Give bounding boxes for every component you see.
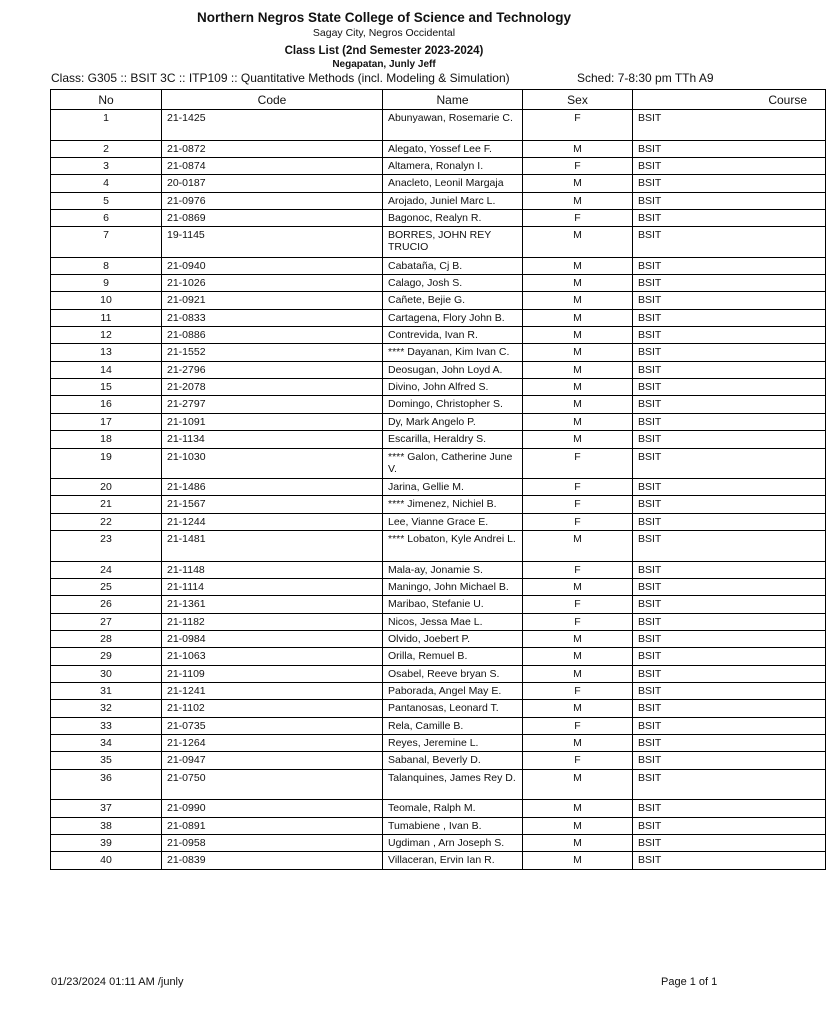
cell-sex: M (523, 630, 633, 647)
institution-name: Northern Negros State College of Science and Technology (196, 10, 572, 25)
cell-course: BSIT (633, 700, 826, 717)
cell-sex: M (523, 700, 633, 717)
cell-name: Villaceran, Ervin Ian R. (383, 852, 523, 869)
cell-code: 21-0874 (162, 157, 383, 174)
cell-sex: F (523, 613, 633, 630)
cell-no: 33 (51, 717, 162, 734)
table-row (51, 596, 826, 613)
cell-course: BSIT (633, 613, 826, 630)
cell-course: BSIT (633, 396, 826, 413)
column-header-sex: Sex (523, 90, 633, 110)
cell-course: BSIT (633, 309, 826, 326)
cell-sex: M (523, 327, 633, 344)
table-row (51, 140, 826, 157)
cell-no: 24 (51, 561, 162, 578)
cell-code: 21-1091 (162, 413, 383, 430)
table-row (51, 344, 826, 361)
column-header-name: Name (383, 90, 523, 110)
cell-sex: M (523, 834, 633, 851)
cell-course: BSIT (633, 578, 826, 595)
cell-sex: M (523, 257, 633, 274)
table-row (51, 275, 826, 292)
cell-no: 11 (51, 309, 162, 326)
document-title: Class List (2nd Semester 2023-2024) (284, 45, 484, 57)
cell-sex: M (523, 734, 633, 751)
cell-code: 21-0947 (162, 752, 383, 769)
cell-name: **** Lobaton, Kyle Andrei L. (383, 531, 523, 562)
cell-course: BSIT (633, 630, 826, 647)
cell-no: 12 (51, 327, 162, 344)
cell-sex: F (523, 448, 633, 479)
cell-name: **** Dayanan, Kim Ivan C. (383, 344, 523, 361)
cell-no: 4 (51, 175, 162, 192)
cell-name: Ugdiman , Arn Joseph S. (383, 834, 523, 851)
cell-course: BSIT (633, 257, 826, 274)
print-timestamp: 01/23/2024 01:11 AM /junly (51, 976, 184, 988)
table-row (51, 665, 826, 682)
cell-no: 25 (51, 578, 162, 595)
cell-course: BSIT (633, 852, 826, 869)
table-row (51, 192, 826, 209)
cell-sex: F (523, 496, 633, 513)
table-row (51, 513, 826, 530)
cell-sex: M (523, 800, 633, 817)
cell-sex: F (523, 479, 633, 496)
cell-code: 21-0984 (162, 630, 383, 647)
table-row (51, 110, 826, 141)
cell-no: 8 (51, 257, 162, 274)
column-header-no: No (51, 90, 162, 110)
cell-no: 40 (51, 852, 162, 869)
cell-code: 21-2796 (162, 361, 383, 378)
cell-sex: M (523, 817, 633, 834)
cell-course: BSIT (633, 140, 826, 157)
cell-no: 13 (51, 344, 162, 361)
cell-no: 30 (51, 665, 162, 682)
table-row (51, 630, 826, 647)
table-row (51, 800, 826, 817)
cell-sex: M (523, 175, 633, 192)
cell-sex: M (523, 227, 633, 258)
cell-course: BSIT (633, 496, 826, 513)
cell-no: 32 (51, 700, 162, 717)
cell-no: 16 (51, 396, 162, 413)
cell-course: BSIT (633, 379, 826, 396)
table-row (51, 578, 826, 595)
table-row (51, 734, 826, 751)
cell-name: Paborada, Angel May E. (383, 682, 523, 699)
cell-name: Anacleto, Leonil Margaja (383, 175, 523, 192)
cell-sex: F (523, 561, 633, 578)
cell-sex: M (523, 309, 633, 326)
table-row (51, 175, 826, 192)
table-row (51, 361, 826, 378)
cell-code: 21-1063 (162, 648, 383, 665)
cell-code: 21-1481 (162, 531, 383, 562)
cell-name: Deosugan, John Loyd A. (383, 361, 523, 378)
cell-name: Bagonoc, Realyn R. (383, 209, 523, 226)
cell-course: BSIT (633, 531, 826, 562)
table-row (51, 531, 826, 562)
table-row (51, 327, 826, 344)
cell-code: 21-1030 (162, 448, 383, 479)
table-body (51, 110, 826, 870)
cell-name: Pantanosas, Leonard T. (383, 700, 523, 717)
table-row (51, 413, 826, 430)
cell-no: 2 (51, 140, 162, 157)
class-list-table (50, 89, 826, 870)
cell-name: Altamera, Ronalyn I. (383, 157, 523, 174)
table-header-row (51, 90, 826, 110)
table-row (51, 769, 826, 800)
cell-code: 21-0833 (162, 309, 383, 326)
cell-course: BSIT (633, 344, 826, 361)
cell-sex: M (523, 431, 633, 448)
cell-course: BSIT (633, 752, 826, 769)
cell-code: 21-0990 (162, 800, 383, 817)
cell-no: 23 (51, 531, 162, 562)
cell-sex: F (523, 717, 633, 734)
cell-no: 36 (51, 769, 162, 800)
cell-course: BSIT (633, 596, 826, 613)
cell-no: 29 (51, 648, 162, 665)
cell-name: Sabanal, Beverly D. (383, 752, 523, 769)
cell-course: BSIT (633, 431, 826, 448)
cell-course: BSIT (633, 209, 826, 226)
cell-sex: F (523, 596, 633, 613)
cell-course: BSIT (633, 834, 826, 851)
cell-name: Olvido, Joebert P. (383, 630, 523, 647)
cell-course: BSIT (633, 448, 826, 479)
cell-sex: F (523, 682, 633, 699)
cell-course: BSIT (633, 110, 826, 141)
cell-course: BSIT (633, 682, 826, 699)
cell-no: 15 (51, 379, 162, 396)
cell-no: 22 (51, 513, 162, 530)
cell-no: 5 (51, 192, 162, 209)
cell-course: BSIT (633, 413, 826, 430)
cell-course: BSIT (633, 327, 826, 344)
institution-address: Sagay City, Negros Occidental (312, 27, 456, 39)
cell-name: Rela, Camille B. (383, 717, 523, 734)
cell-code: 21-1241 (162, 682, 383, 699)
cell-name: Cañete, Bejie G. (383, 292, 523, 309)
cell-code: 21-0921 (162, 292, 383, 309)
table-row (51, 717, 826, 734)
cell-name: Jarina, Gellie M. (383, 479, 523, 496)
table-row (51, 817, 826, 834)
table-row (51, 496, 826, 513)
cell-no: 3 (51, 157, 162, 174)
cell-name: Lee, Vianne Grace E. (383, 513, 523, 530)
table-row (51, 752, 826, 769)
cell-no: 20 (51, 479, 162, 496)
table-row (51, 448, 826, 479)
cell-sex: M (523, 344, 633, 361)
cell-no: 6 (51, 209, 162, 226)
cell-no: 18 (51, 431, 162, 448)
column-header-code: Code (162, 90, 383, 110)
cell-no: 21 (51, 496, 162, 513)
cell-sex: M (523, 140, 633, 157)
table-row (51, 700, 826, 717)
cell-name: **** Jimenez, Nichiel B. (383, 496, 523, 513)
cell-course: BSIT (633, 175, 826, 192)
cell-sex: M (523, 192, 633, 209)
cell-course: BSIT (633, 157, 826, 174)
cell-name: Divino, John Alfred S. (383, 379, 523, 396)
cell-sex: M (523, 292, 633, 309)
cell-code: 20-0187 (162, 175, 383, 192)
cell-sex: F (523, 110, 633, 141)
table-row (51, 682, 826, 699)
table-row (51, 852, 826, 869)
cell-name: Cartagena, Flory John B. (383, 309, 523, 326)
page-number: Page 1 of 1 (661, 976, 718, 988)
cell-name: Contrevida, Ivan R. (383, 327, 523, 344)
cell-name: Maningo, John Michael B. (383, 578, 523, 595)
cell-code: 21-1026 (162, 275, 383, 292)
table-row (51, 257, 826, 274)
cell-sex: F (523, 513, 633, 530)
cell-no: 19 (51, 448, 162, 479)
cell-course: BSIT (633, 800, 826, 817)
cell-name: Cabataña, Cj B. (383, 257, 523, 274)
cell-course: BSIT (633, 717, 826, 734)
cell-code: 21-0750 (162, 769, 383, 800)
cell-code: 21-0869 (162, 209, 383, 226)
cell-name: Arojado, Juniel Marc L. (383, 192, 523, 209)
cell-code: 21-1102 (162, 700, 383, 717)
cell-name: Teomale, Ralph M. (383, 800, 523, 817)
cell-sex: M (523, 852, 633, 869)
cell-code: 21-1114 (162, 578, 383, 595)
cell-name: Alegato, Yossef Lee F. (383, 140, 523, 157)
table-row (51, 379, 826, 396)
cell-name: Talanquines, James Rey D. (383, 769, 523, 800)
table-row (51, 648, 826, 665)
table-row (51, 431, 826, 448)
table-row (51, 613, 826, 630)
cell-name: Mala-ay, Jonamie S. (383, 561, 523, 578)
cell-no: 39 (51, 834, 162, 851)
cell-name: **** Galon, Catherine June V. (383, 448, 523, 479)
cell-name: BORRES, JOHN REY TRUCIO (383, 227, 523, 258)
cell-code: 21-1109 (162, 665, 383, 682)
cell-code: 21-1552 (162, 344, 383, 361)
table-row (51, 561, 826, 578)
class-list-table-wrapper (50, 89, 807, 870)
cell-code: 21-0891 (162, 817, 383, 834)
cell-no: 10 (51, 292, 162, 309)
table-row (51, 479, 826, 496)
column-header-course: Course (633, 90, 826, 110)
cell-sex: M (523, 396, 633, 413)
cell-code: 21-1567 (162, 496, 383, 513)
table-row (51, 309, 826, 326)
cell-course: BSIT (633, 734, 826, 751)
cell-sex: M (523, 275, 633, 292)
cell-course: BSIT (633, 292, 826, 309)
cell-no: 28 (51, 630, 162, 647)
cell-name: Tumabiene , Ivan B. (383, 817, 523, 834)
cell-sex: F (523, 209, 633, 226)
cell-sex: M (523, 578, 633, 595)
cell-no: 7 (51, 227, 162, 258)
cell-code: 21-0976 (162, 192, 383, 209)
cell-course: BSIT (633, 561, 826, 578)
cell-no: 27 (51, 613, 162, 630)
cell-name: Domingo, Christopher S. (383, 396, 523, 413)
cell-no: 14 (51, 361, 162, 378)
cell-sex: M (523, 665, 633, 682)
cell-code: 21-1361 (162, 596, 383, 613)
cell-sex: M (523, 648, 633, 665)
table-row (51, 396, 826, 413)
cell-no: 31 (51, 682, 162, 699)
cell-code: 19-1145 (162, 227, 383, 258)
cell-name: Dy, Mark Angelo P. (383, 413, 523, 430)
cell-sex: M (523, 769, 633, 800)
cell-code: 21-0839 (162, 852, 383, 869)
cell-code: 21-1264 (162, 734, 383, 751)
cell-code: 21-1148 (162, 561, 383, 578)
cell-name: Calago, Josh S. (383, 275, 523, 292)
cell-code: 21-0886 (162, 327, 383, 344)
cell-code: 21-1425 (162, 110, 383, 141)
cell-no: 34 (51, 734, 162, 751)
class-info: Class: G305 :: BSIT 3C :: ITP109 :: Quantitative Methods (incl. Modeling & Simulation) (51, 71, 510, 85)
faculty-name: Negapatan, Junly Jeff (332, 59, 436, 70)
cell-no: 17 (51, 413, 162, 430)
cell-course: BSIT (633, 361, 826, 378)
cell-no: 35 (51, 752, 162, 769)
table-row (51, 834, 826, 851)
cell-course: BSIT (633, 479, 826, 496)
cell-sex: M (523, 379, 633, 396)
cell-code: 21-1134 (162, 431, 383, 448)
cell-course: BSIT (633, 648, 826, 665)
cell-sex: F (523, 752, 633, 769)
cell-code: 21-1182 (162, 613, 383, 630)
cell-name: Orilla, Remuel B. (383, 648, 523, 665)
cell-name: Escarilla, Heraldry S. (383, 431, 523, 448)
cell-sex: F (523, 157, 633, 174)
cell-name: Osabel, Reeve bryan S. (383, 665, 523, 682)
cell-no: 37 (51, 800, 162, 817)
cell-course: BSIT (633, 275, 826, 292)
table-row (51, 292, 826, 309)
cell-no: 1 (51, 110, 162, 141)
table-row (51, 227, 826, 258)
cell-name: Maribao, Stefanie U. (383, 596, 523, 613)
cell-no: 38 (51, 817, 162, 834)
cell-name: Abunyawan, Rosemarie C. (383, 110, 523, 141)
cell-code: 21-1244 (162, 513, 383, 530)
cell-course: BSIT (633, 665, 826, 682)
cell-course: BSIT (633, 227, 826, 258)
cell-course: BSIT (633, 817, 826, 834)
cell-code: 21-0958 (162, 834, 383, 851)
cell-sex: M (523, 531, 633, 562)
cell-no: 26 (51, 596, 162, 613)
cell-sex: M (523, 361, 633, 378)
class-schedule: Sched: 7-8:30 pm TTh A9 (577, 71, 714, 85)
cell-no: 9 (51, 275, 162, 292)
cell-course: BSIT (633, 513, 826, 530)
cell-course: BSIT (633, 192, 826, 209)
cell-code: 21-1486 (162, 479, 383, 496)
cell-code: 21-0872 (162, 140, 383, 157)
cell-sex: M (523, 413, 633, 430)
table-row (51, 157, 826, 174)
table-row (51, 209, 826, 226)
cell-code: 21-2078 (162, 379, 383, 396)
cell-course: BSIT (633, 769, 826, 800)
cell-name: Reyes, Jeremine L. (383, 734, 523, 751)
cell-code: 21-2797 (162, 396, 383, 413)
cell-code: 21-0940 (162, 257, 383, 274)
cell-name: Nicos, Jessa Mae L. (383, 613, 523, 630)
cell-code: 21-0735 (162, 717, 383, 734)
